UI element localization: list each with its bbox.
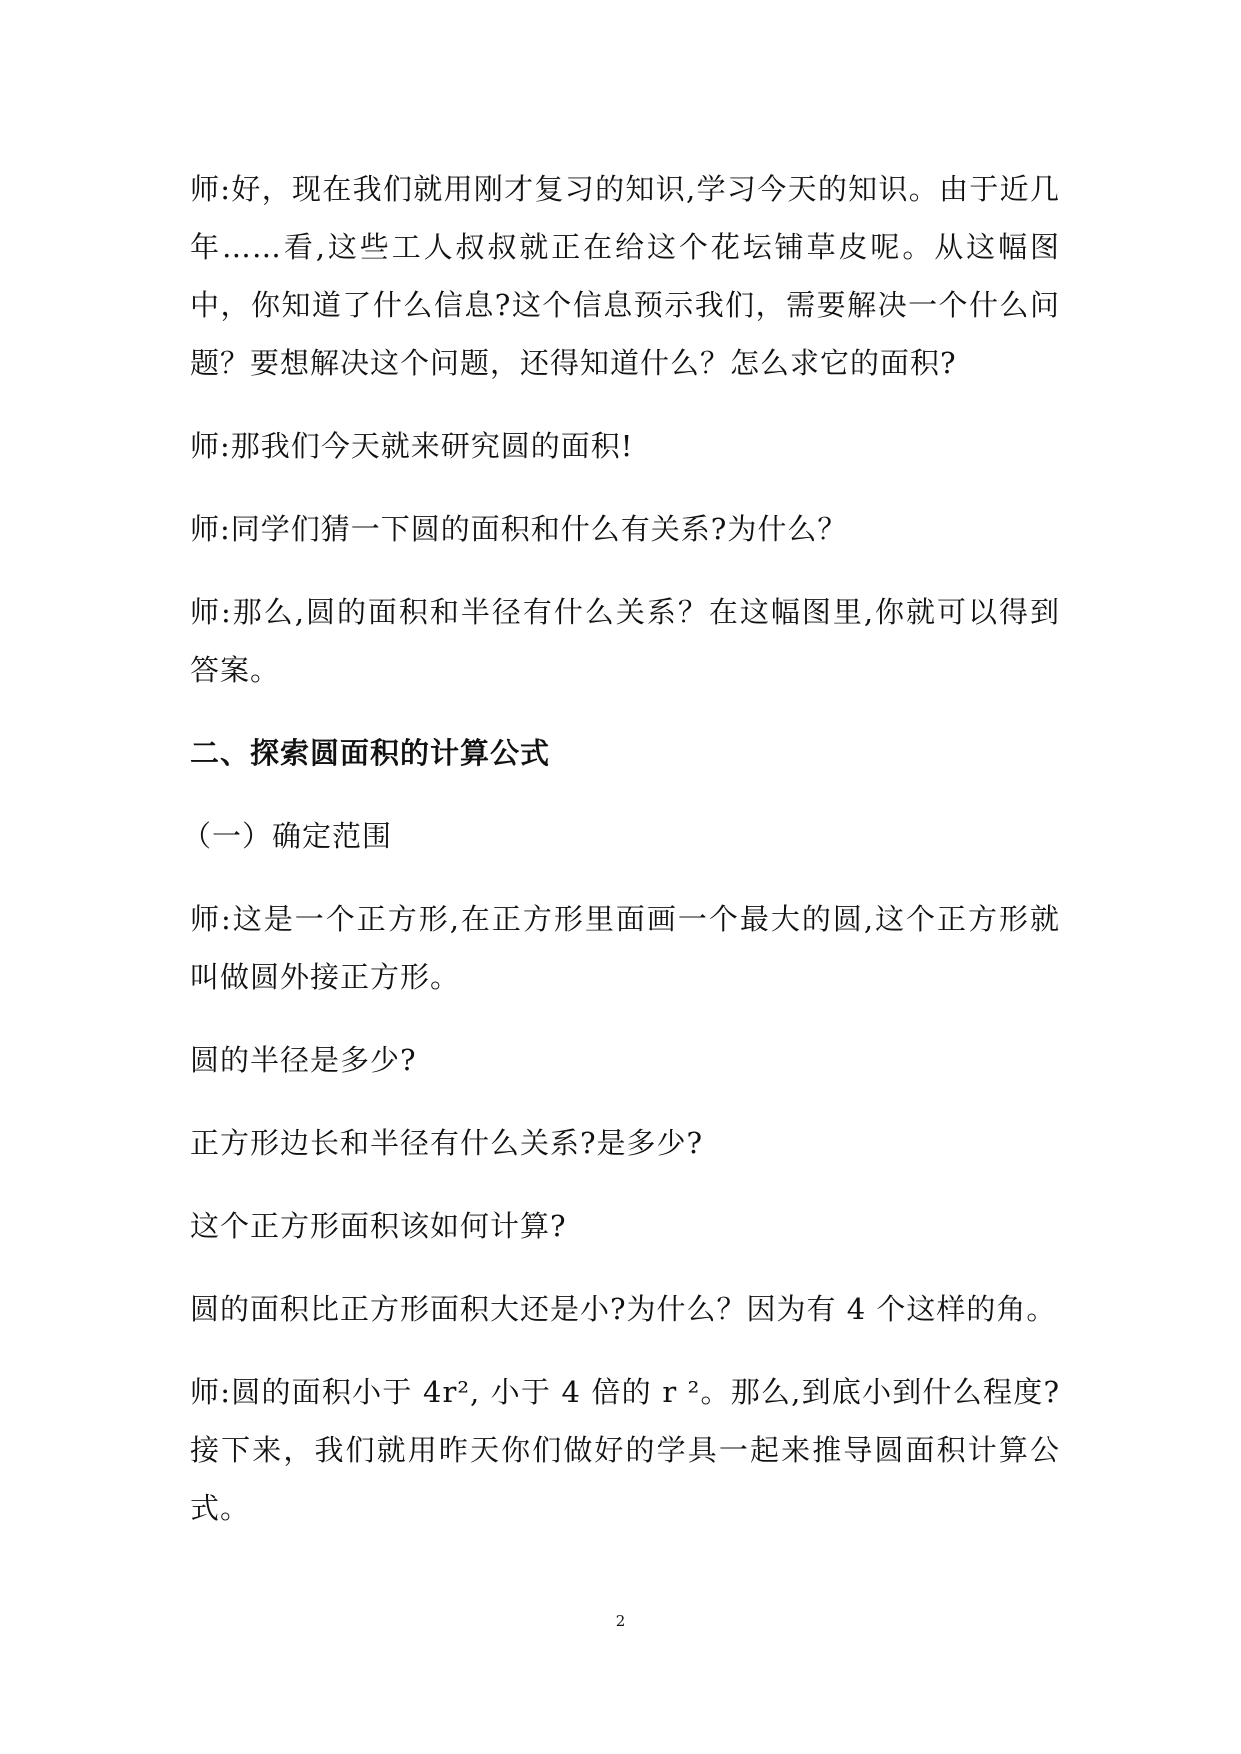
paragraph-relation: 师:那么,圆的面积和半径有什么关系？在这幅图里,你就可以得到答案。 — [190, 595, 1060, 687]
paragraph-radius-question: 圆的半径是多少? — [190, 1043, 417, 1077]
paragraph-guess: 师:同学们猜一下圆的面积和什么有关系?为什么？ — [190, 512, 848, 546]
paragraph-compare-question: 圆的面积比正方形面积大还是小?为什么？因为有 4 个这样的角。 — [190, 1292, 1057, 1326]
paragraph-conclusion: 师:圆的面积小于 4r², 小于 4 倍的 r ²。那么,到底小到什么程度?接下来，我们就用昨天你们做好的学具一起来推导圆面积计算公式。 — [190, 1375, 1060, 1525]
paragraph-side-question: 正方形边长和半径有什么关系?是多少? — [190, 1126, 704, 1160]
document-body — [182, 160, 1060, 1562]
section-heading: 二、探索圆面积的计算公式 — [190, 736, 551, 770]
paragraph-topic: 师:那我们今天就来研究圆的面积! — [190, 429, 634, 463]
paragraph-area-question: 这个正方形面积该如何计算? — [190, 1209, 567, 1243]
paragraph-square: 师:这是一个正方形,在正方形里面画一个最大的圆,这个正方形就叫做圆外接正方形。 — [190, 902, 1060, 994]
paragraph-intro: 师:好，现在我们就用刚才复习的知识,学习今天的知识。由于近几年……看,这些工人叔叔就正在给这个花坛铺草皮呢。从这幅图中，你知道了什么信息?这个信息预示我们，需要解决一个什么问题？要想解决这个问题，还得知道什么？怎么求它的面积? — [190, 172, 1060, 380]
page-number: 2 — [615, 1612, 626, 1630]
subsection-heading: （一）确定范围 — [182, 819, 393, 853]
